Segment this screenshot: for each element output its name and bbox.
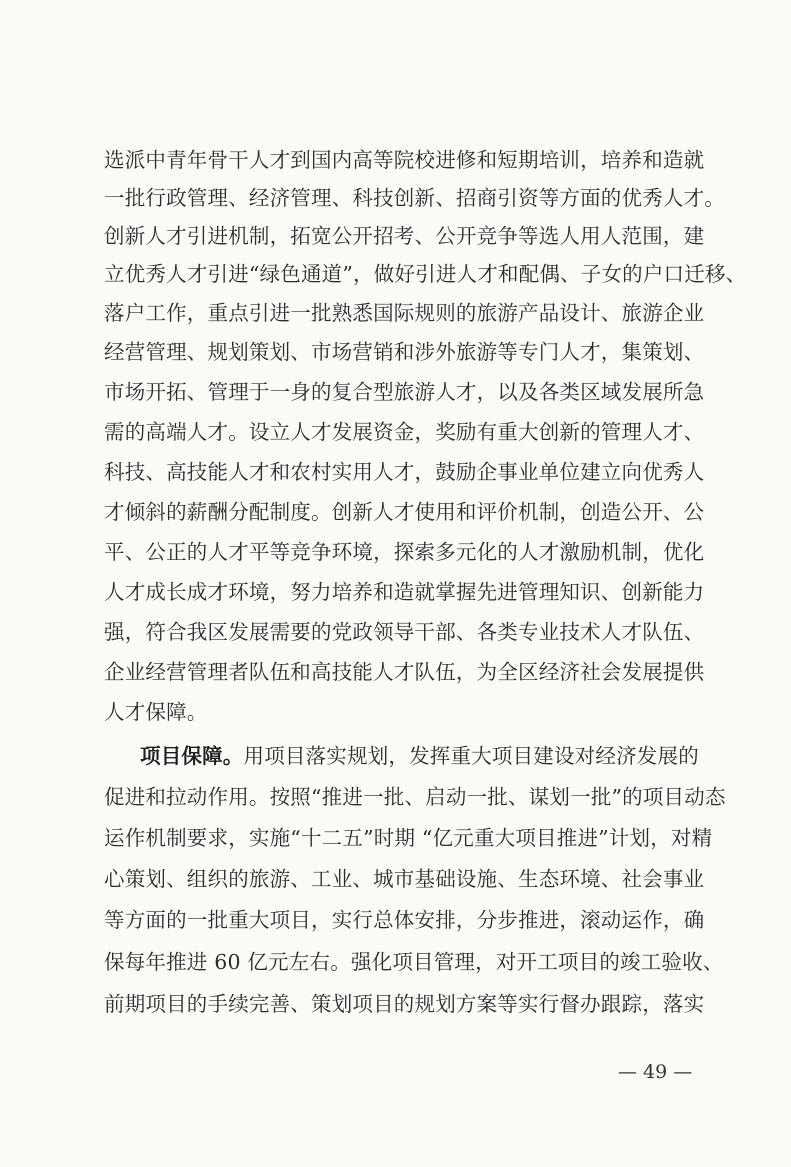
paragraph-1-line-9: 科技、高技能人才和农村实用人才，鼓励企事业单位建立向优秀人 (104, 460, 705, 484)
paragraph-1-line-11: 平、公正的人才平等竞争环境，探索多元化的人才激励机制，优化 (104, 540, 705, 564)
paragraph-2-line-5: 等方面的一批重大项目，实行总体安排，分步推进，滚动运作，确 (104, 908, 705, 932)
paragraph-2-line-7: 前期项目的手续完善、策划项目的规划方案等实行督办跟踪，落实 (104, 992, 705, 1016)
paragraph-1-line-7: 市场开拓、管理于一身的复合型旅游人才，以及各类区域发展所急 (104, 380, 705, 404)
paragraph-1-line-10: 才倾斜的薪酬分配制度。创新人才使用和评价机制，创造公开、公 (104, 500, 705, 524)
paragraph-1-line-8: 需的高端人才。设立人才发展资金，奖励有重大创新的管理人才、 (104, 420, 705, 444)
paragraph-1-line-14: 企业经营管理者队伍和高技能人才队伍，为全区经济社会发展提供 (104, 660, 705, 684)
paragraph-2-line-3: 运作机制要求，实施“十二五”时期 “亿元重大项目推进”计划，对精 (104, 826, 713, 850)
paragraph-1-line-3: 创新人才引进机制，拓宽公开招考、公开竞争等选人用人范围，建 (104, 224, 705, 248)
paragraph-1-line-2: 一批行政管理、经济管理、科技创新、招商引资等方面的优秀人才。 (104, 186, 725, 210)
page-number: — 49 — (618, 1061, 693, 1083)
paragraph-1-line-4: 立优秀人才引进“绿色通道”，做好引进人才和配偶、子女的户口迁移、 (104, 262, 747, 286)
paragraph-2-line-1-text: 用项目落实规划，发挥重大项目建设对经济发展的 (243, 744, 699, 768)
paragraph-2-line-1 (140, 744, 704, 768)
paragraph-2-line-6: 保每年推进 60 亿元左右。强化项目管理，对开工项目的竣工验收、 (104, 950, 724, 974)
paragraph-2-line-4: 心策划、组织的旅游、工业、城市基础设施、生态环境、社会事业 (104, 867, 705, 891)
paragraph-2-line-2: 促进和拉动作用。按照“推进一批、启动一批、谋划一批”的项目动态 (104, 785, 726, 809)
paragraph-1-line-15: 人才保障。 (104, 700, 208, 724)
paragraph-1-line-5: 落户工作，重点引进一批熟悉国际规则的旅游产品设计、旅游企业 (104, 301, 705, 325)
paragraph-1-line-12: 人才成长成才环境，努力培养和造就掌握先进管理知识、创新能力 (104, 580, 705, 604)
paragraph-1-line-6: 经营管理、规划策划、市场营销和涉外旅游等专门人才，集策划、 (104, 340, 705, 364)
paragraph-1-line-13: 强，符合我区发展需要的党政领导干部、各类专业技术人才队伍、 (104, 620, 705, 644)
section-heading-project-guarantee: 项目保障。 (140, 744, 244, 768)
paragraph-1-line-1: 选派中青年骨干人才到国内高等院校进修和短期培训，培养和造就 (104, 148, 705, 172)
